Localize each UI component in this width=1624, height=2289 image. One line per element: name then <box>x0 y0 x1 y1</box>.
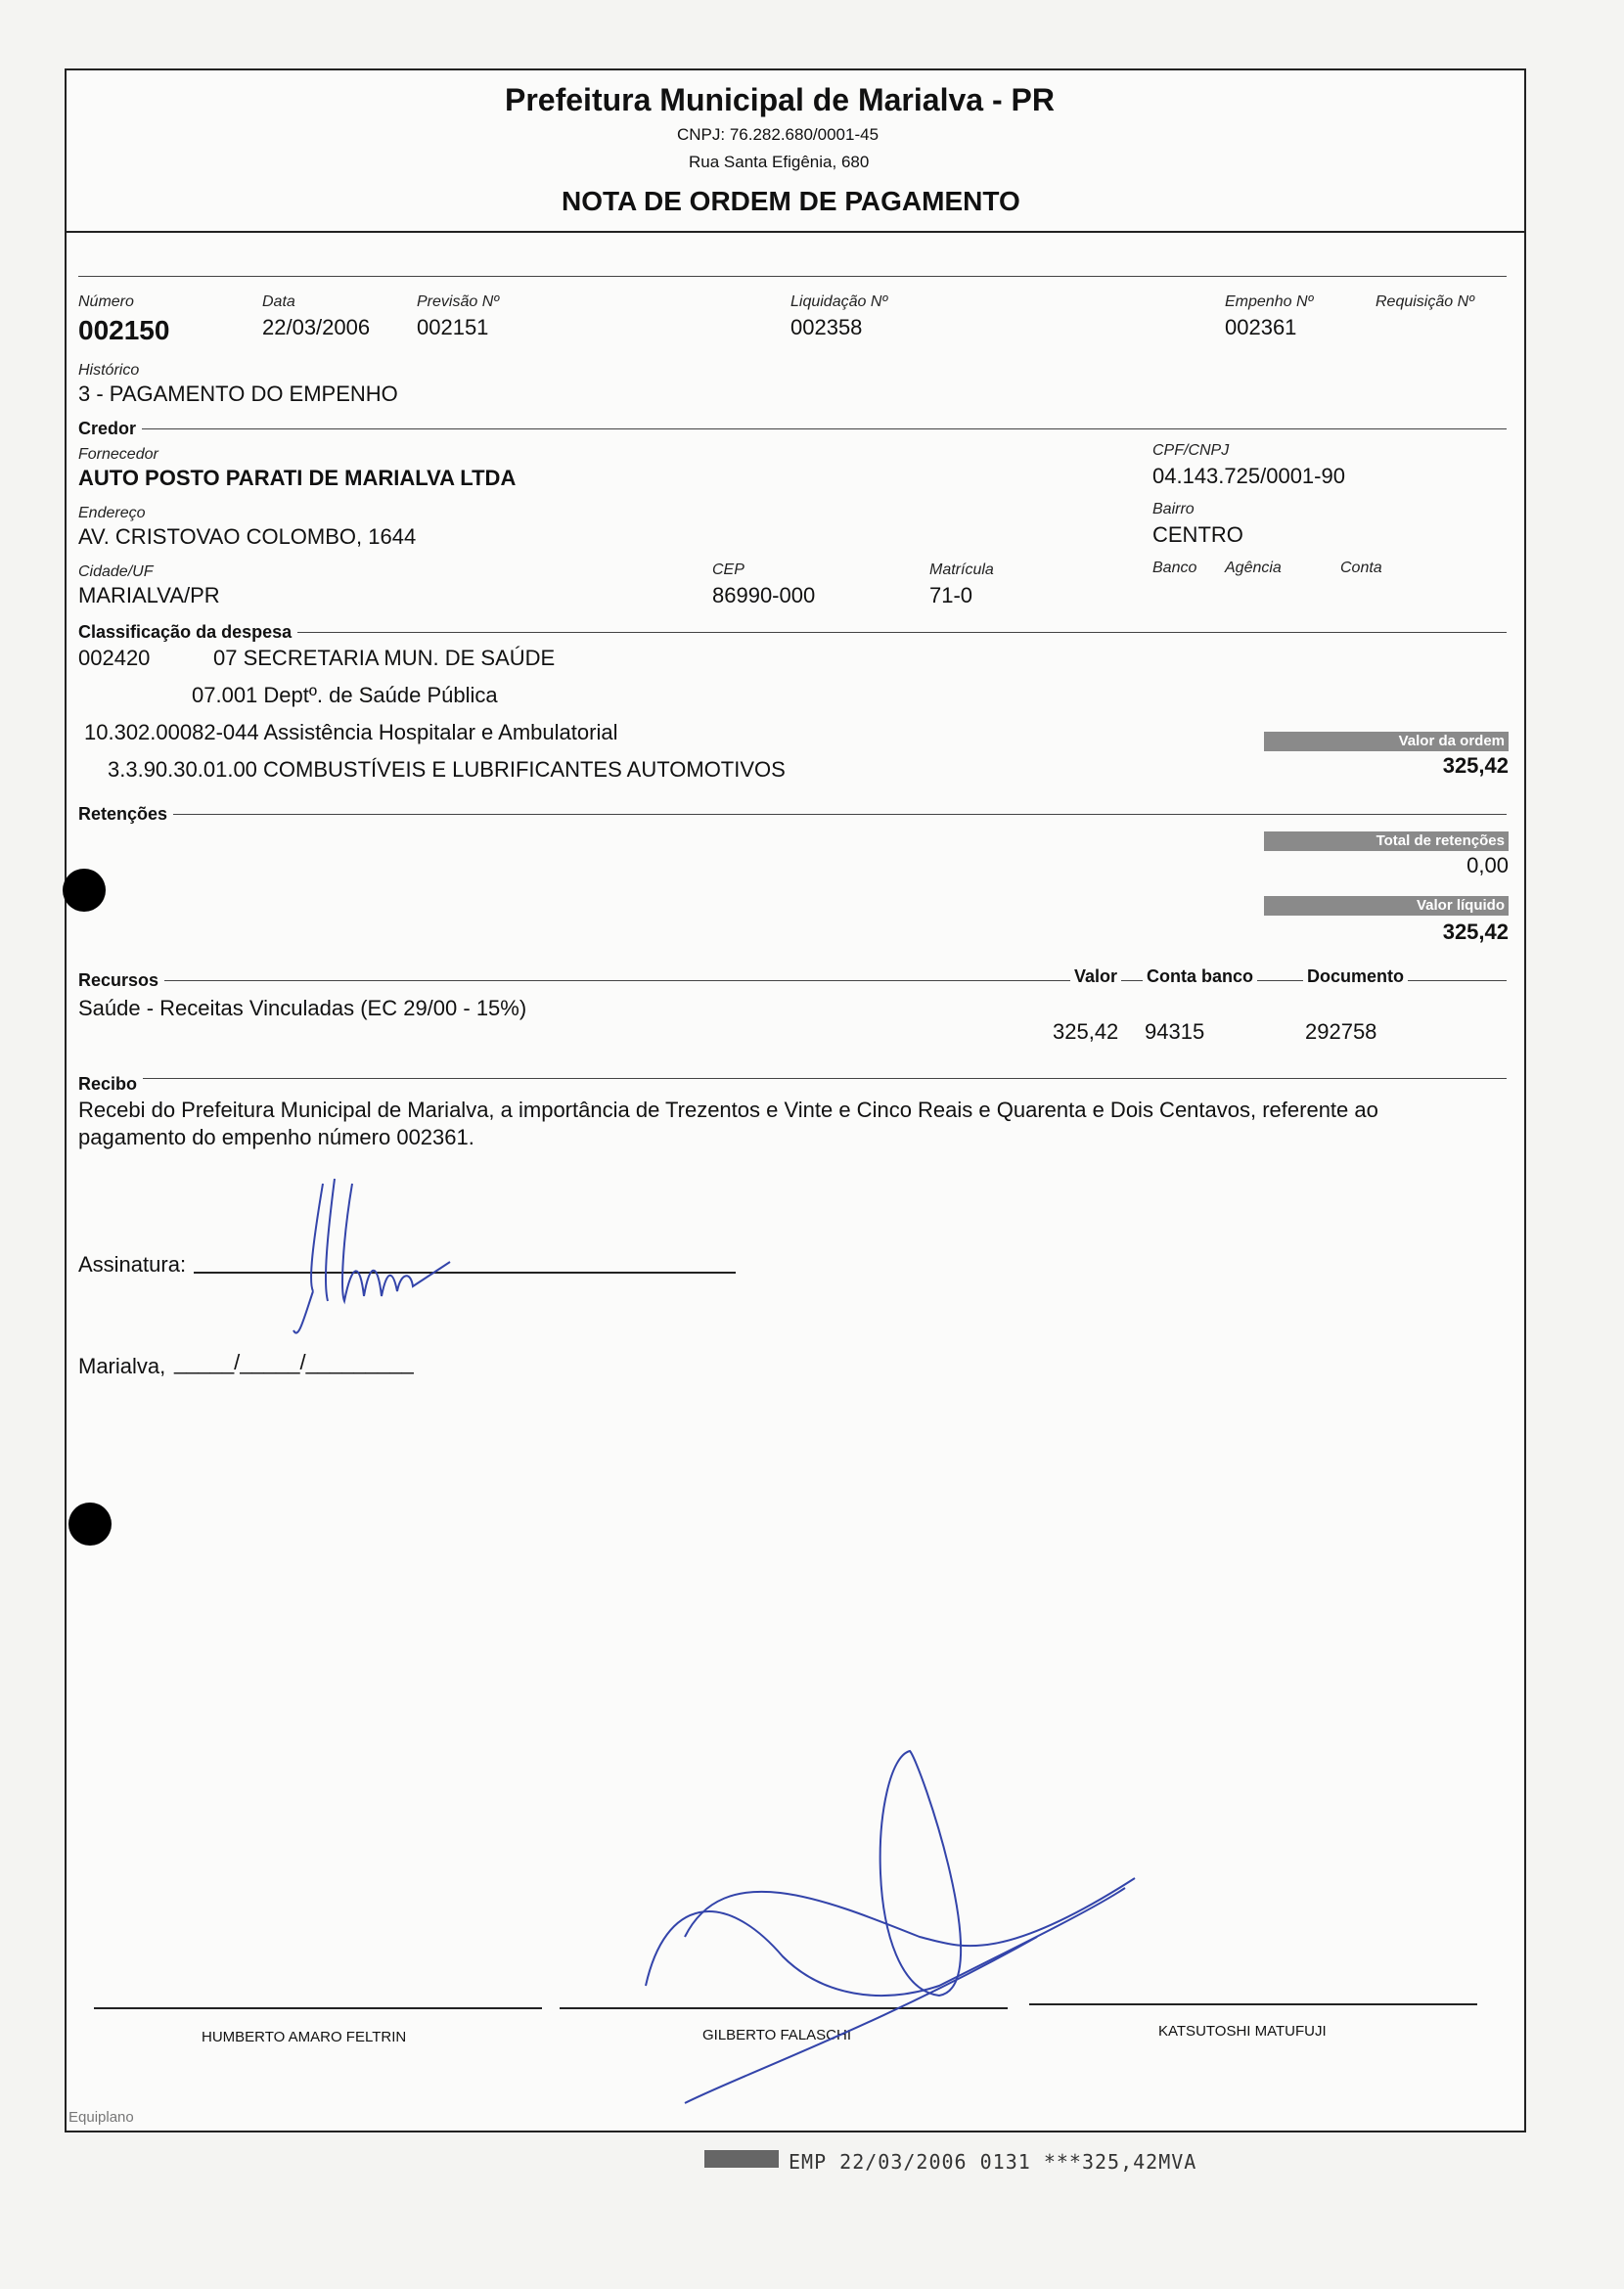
recibo-rule <box>78 1078 1507 1079</box>
endereco-label: Endereço <box>78 505 146 521</box>
recibo-line-1: Recebi do Prefeitura Municipal de Marialva, a importância de Trezentos e Vinte e Cinco Reais e Quarenta e Dois Centavos, referente ao <box>78 1098 1378 1122</box>
recibo-line-2: pagamento do empenho número 002361. <box>78 1125 474 1149</box>
signature-line-1 <box>94 2007 542 2009</box>
recursos-rule <box>78 980 1507 981</box>
signatory-2: GILBERTO FALASCHI <box>702 2027 851 2043</box>
retencoes-section: Retenções <box>78 804 173 825</box>
endereco-value: AV. CRISTOVAO COLOMBO, 1644 <box>78 524 417 549</box>
payment-stamp: EMP 22/03/2006 0131 ***325,42MVA <box>789 2150 1197 2174</box>
credor-rule <box>78 428 1507 429</box>
punch-hole <box>63 869 106 912</box>
classificacao-section: Classificação da despesa <box>78 622 297 643</box>
data-value: 22/03/2006 <box>262 315 371 339</box>
recursos-valor-label: Valor <box>1070 966 1121 987</box>
document-title: NOTA DE ORDEM DE PAGAMENTO <box>562 186 1020 216</box>
bairro-value: CENTRO <box>1152 522 1243 547</box>
recursos-documento-label: Documento <box>1303 966 1408 987</box>
numero-value: 002150 <box>78 315 170 345</box>
date-blanks: _____/_____/_________ <box>174 1350 414 1374</box>
punch-hole <box>68 1503 112 1546</box>
local-label: Marialva, <box>78 1354 166 1378</box>
classificacao-code: 002420 <box>78 646 151 670</box>
banco-label: Banco <box>1152 560 1197 576</box>
historico-value: 3 - PAGAMENTO DO EMPENHO <box>78 382 398 406</box>
recursos-valor: 325,42 <box>1053 1019 1119 1044</box>
matricula-value: 71-0 <box>929 583 973 607</box>
cidade-label: Cidade/UF <box>78 563 154 580</box>
fornecedor-value: AUTO POSTO PARATI DE MARIALVA LTDA <box>78 466 517 490</box>
retencoes-total-value: 0,00 <box>1466 853 1509 877</box>
address-text: Rua Santa Efigênia, 680 <box>689 153 870 171</box>
numero-label: Número <box>78 293 134 310</box>
gilberto-signature <box>626 1741 1154 2113</box>
valor-ordem-label: Valor da ordem <box>1264 732 1509 751</box>
agencia-label: Agência <box>1225 560 1282 576</box>
recursos-section: Recursos <box>78 970 164 991</box>
receipt-signature <box>284 1164 538 1340</box>
liquidacao-value: 002358 <box>790 315 863 339</box>
signatory-1: HUMBERTO AMARO FELTRIN <box>202 2029 407 2045</box>
liquidacao-label: Liquidação Nº <box>790 293 888 310</box>
dept-value: 07.001 Deptº. de Saúde Pública <box>192 683 498 707</box>
cpf-value: 04.143.725/0001-90 <box>1152 464 1345 488</box>
cep-label: CEP <box>712 561 744 578</box>
cep-value: 86990-000 <box>712 583 816 607</box>
empenho-value: 002361 <box>1225 315 1297 339</box>
conta-label: Conta <box>1340 560 1382 576</box>
cidade-value: MARIALVA/PR <box>78 583 220 607</box>
requisicao-label: Requisição Nº <box>1376 293 1474 310</box>
software-credit: Equiplano <box>68 2109 134 2126</box>
divider <box>78 276 1507 277</box>
bairro-label: Bairro <box>1152 501 1195 517</box>
recibo-section: Recibo <box>78 1074 143 1095</box>
fornecedor-label: Fornecedor <box>78 446 158 463</box>
cpf-label: CPF/CNPJ <box>1152 442 1230 459</box>
elemento-value: 3.3.90.30.01.00 COMBUSTÍVEIS E LUBRIFICANTES AUTOMOTIVOS <box>108 757 786 782</box>
secretaria-value: 07 SECRETARIA MUN. DE SAÚDE <box>213 646 556 670</box>
previsao-value: 002151 <box>417 315 489 339</box>
stamp-logo <box>704 2150 779 2168</box>
empenho-label: Empenho Nº <box>1225 293 1314 310</box>
recursos-descricao: Saúde - Receitas Vinculadas (EC 29/00 - 15%) <box>78 996 527 1020</box>
credor-section: Credor <box>78 419 142 439</box>
valor-ordem-value: 325,42 <box>1442 753 1509 778</box>
previsao-label: Previsão Nº <box>417 293 500 310</box>
valor-liquido-label: Valor líquido <box>1264 896 1509 916</box>
programa-value: 10.302.00082-044 Assistência Hospitalar e Ambulatorial <box>84 720 618 744</box>
data-label: Data <box>262 293 295 310</box>
valor-liquido-value: 325,42 <box>1442 920 1509 944</box>
historico-label: Histórico <box>78 362 140 379</box>
recursos-conta: 94315 <box>1145 1019 1205 1044</box>
page-title: Prefeitura Municipal de Marialva - PR <box>505 82 1055 117</box>
retencoes-total-label: Total de retenções <box>1264 831 1509 851</box>
cnpj-text: CNPJ: 76.282.680/0001-45 <box>677 125 880 144</box>
matricula-label: Matrícula <box>929 561 994 578</box>
recursos-documento: 292758 <box>1305 1019 1377 1044</box>
assinatura-label: Assinatura: <box>78 1252 187 1277</box>
header-divider <box>65 231 1524 233</box>
recursos-conta-label: Conta banco <box>1143 966 1257 987</box>
retencoes-rule <box>78 814 1507 815</box>
signatory-3: KATSUTOSHI MATUFUJI <box>1158 2023 1327 2040</box>
